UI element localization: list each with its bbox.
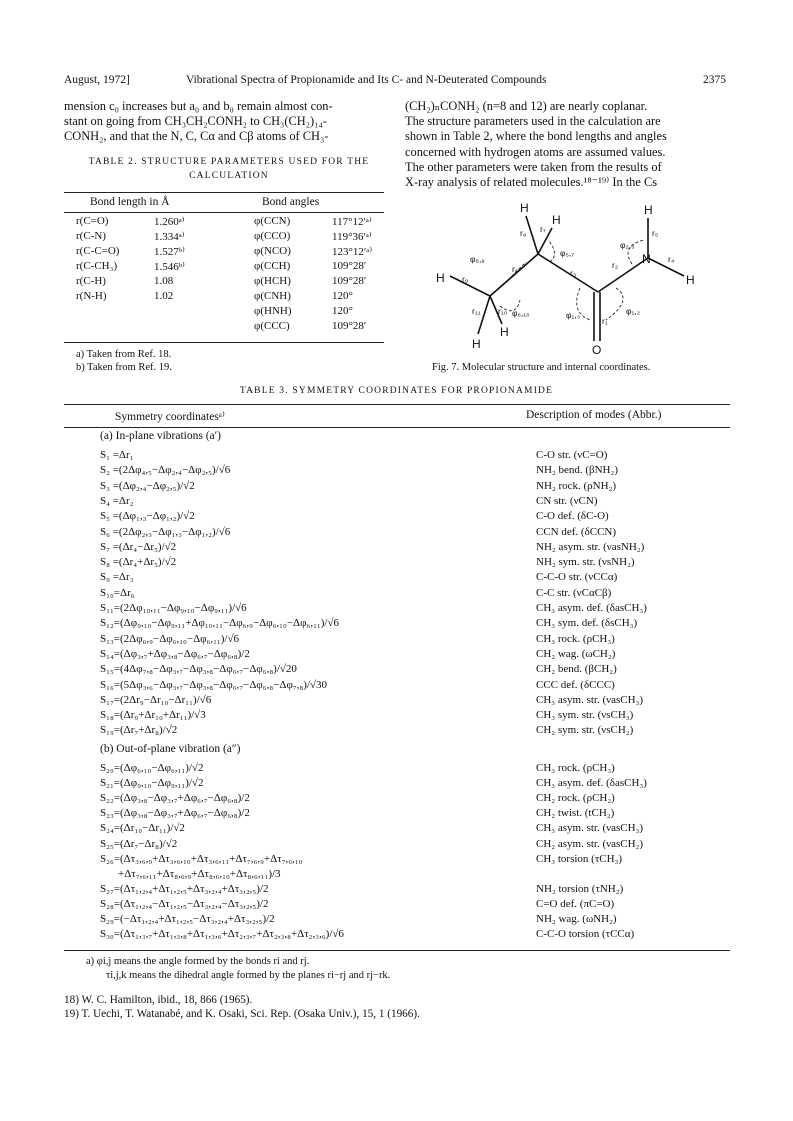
atom-H: H: [472, 337, 481, 351]
symmetry-coordinate: S₂₈=(Δτ₁,₂,₄−Δτ₁,₂,₅−Δτ₃,₂,₄−Δτ₃,₂,₅)/2: [100, 897, 269, 910]
atom-H: H: [500, 325, 509, 339]
mode-description: CH₂ twist. (tCH₂): [536, 807, 615, 820]
angle-name-cell: φ(CCO): [254, 230, 291, 243]
label-r1: r₁: [602, 316, 608, 326]
symmetry-coordinate: S₄ =Δr₂: [100, 494, 134, 507]
text-line: CONH₂, and that the N, C, Cα and Cβ atoms of CH₃-: [64, 129, 329, 144]
table2-row: [76, 259, 402, 274]
angle-value-cell: 120°: [332, 304, 353, 317]
angle-value-cell: 109°28′: [332, 275, 367, 287]
reference-18: 18) W. C. Hamilton, ibid., 18, 866 (1965).: [64, 994, 253, 1006]
symmetry-coordinate: S₂₂=(Δφ₃,₈−Δφ₃,₇+Δφ₆,₇−Δφ₆,₈)/2: [100, 792, 250, 805]
symmetry-coordinate: S₃₀=(Δτ₁,₃,₇+Δτ₁,₃,₈+Δτ₁,₃,₆+Δτ₂,₃,₇+Δτ₂,₃,₈+Δτ₂,₃,₆)/√6: [100, 928, 344, 941]
bond-length-cell: 1.02: [154, 289, 174, 302]
angle-value-cell: 119°36′ᵃ⁾: [332, 230, 372, 243]
atom-N: N: [642, 252, 651, 266]
table2-row: [76, 274, 402, 289]
table3-caption: TABLE 3. SYMMETRY COORDINATES FOR PROPIONAMIDE: [239, 386, 554, 396]
label-r8: r₈: [520, 228, 527, 238]
table2-row: [76, 318, 402, 333]
angle-value-cell: 123°12′ᵃ⁾: [332, 245, 373, 258]
atom-H: H: [552, 213, 561, 227]
angle-name-cell: φ(NCO): [254, 245, 291, 258]
atom-H: H: [520, 201, 529, 215]
angle-value-cell: 117°12′ᵃ⁾: [332, 215, 372, 228]
bond-name-cell: r(C-N): [76, 230, 106, 243]
left-column-text: [64, 99, 394, 145]
bond-r9: [450, 276, 490, 296]
bond-length-cell: [154, 303, 254, 318]
bond-r6: [490, 254, 538, 296]
table2-row: [76, 288, 402, 303]
label-phi-1-3: φ₁,₃: [566, 310, 581, 320]
label-r6: r₆: [512, 264, 519, 274]
table3-section-b: (b) Out-of-plane vibration (a″): [100, 743, 241, 755]
table3-header-rule: [64, 427, 730, 428]
symmetry-coordinate: S₁₈=(Δr₉+Δr₁₀+Δr₁₁)/√3: [100, 709, 206, 722]
bond-name-cell: r(N-H): [76, 289, 107, 302]
bond-length-cell: [154, 318, 254, 333]
symmetry-coordinate: S₉ =Δr₃: [100, 571, 134, 584]
mode-description: C-C-O torsion (τCCα): [536, 928, 635, 941]
mode-description: C-C-O str. (νCCα): [536, 571, 618, 584]
table2-header-bond: Bond length in Å: [90, 196, 170, 208]
mode-description: CH₂ sym. str. (νsCH₂): [536, 724, 634, 737]
angle-name-cell: φ(HNH): [254, 304, 292, 317]
mode-description: CH₃ rock. (ρCH₃): [536, 762, 615, 774]
label-r3: r₃: [570, 268, 577, 278]
symmetry-coordinate: S₂₃=(Δφ₃,₈−Δφ₃,₇+Δφ₆,₇−Δφ₆,₈)/2: [100, 807, 250, 820]
table2-header-angle: Bond angles: [262, 196, 320, 208]
mode-description: CH₂ bend. (βCH₂): [536, 663, 617, 676]
text-line: concerned with hydrogen atoms are assumed values.: [405, 144, 666, 159]
bond-length-cell: 1.546ᵇ⁾: [154, 260, 185, 273]
bond-length-cell: 1.08: [154, 275, 174, 287]
bond-r3: [538, 254, 598, 292]
table3-footnote-a2: τi,j,k means the dihedral angle formed by the planes ri−rj and rj−rk.: [106, 970, 391, 981]
table3-section-a: (a) In-plane vibrations (a′): [100, 430, 221, 442]
table2-top-rule: [64, 192, 384, 193]
mode-description: CH₂ wag. (ωCH₂): [536, 647, 616, 660]
angle-name-cell: φ(CCH): [254, 260, 291, 273]
mode-description: C-O str. (νC=O): [536, 449, 608, 461]
bond-name-cell: r(C=O): [76, 215, 109, 228]
bond-length-cell: 1.334ᵃ⁾: [154, 230, 185, 243]
figure7-caption: Fig. 7. Molecular structure and internal coordinates.: [432, 362, 651, 373]
angle-name-cell: φ(HCH): [254, 275, 291, 287]
mode-description: CCN def. (δCCN): [536, 525, 617, 538]
table2: [76, 214, 402, 333]
symmetry-coordinate: S₁ =Δr₁: [100, 449, 134, 461]
label-phi-1-2: φ₁,₂: [626, 306, 641, 316]
angle-name-cell: φ(CNH): [254, 289, 291, 302]
table2-row: [76, 244, 402, 259]
label-r10: r₁₀: [498, 306, 508, 316]
mode-description: C-C str. (νCαCβ): [536, 586, 612, 599]
mode-description: CH₂ asym. str. (νasCH₂): [536, 837, 644, 850]
symmetry-coordinate: S₁₀=Δr₆: [100, 586, 135, 599]
label-r5: r₅: [652, 228, 659, 238]
mode-description: CH₃ sym. def. (δsCH₃): [536, 617, 638, 630]
table3-footnote-a1: a) φi,j means the angle formed by the bonds ri and rj.: [86, 956, 310, 967]
mode-description: CH₃ sym. str. (νsCH₃): [536, 709, 634, 722]
mode-description: NH₂ rock. (ρNH₂): [536, 479, 617, 492]
table2-row: [76, 214, 402, 229]
bond-name-cell: r(C-H): [76, 275, 106, 287]
symmetry-coordinate: S₂₀=(Δφ₆,₁₀−Δφ₆,₁₁)/√2: [100, 762, 204, 774]
symmetry-coordinate: S₃ =(Δφ₂,₄−Δφ₂,₅)/√2: [100, 479, 195, 492]
text-line: stant on going from CH₃CH₂CONH₂ to CH₃(CH₂)₁₄-: [64, 114, 327, 129]
symmetry-coordinate: S₁₃=(2Δφ₆,₉−Δφ₆,₁₀−Δφ₆,₁₁)/√6: [100, 632, 240, 645]
symmetry-coordinate: S₁₆=(5Δφ₃,₆−Δφ₃,₇−Δφ₃,₈−Δφ₆,₇−Δφ₆,₈−Δφ₇,₈)/√30: [100, 678, 327, 691]
symmetry-coordinate: S₂ =(2Δφ₄,₅−Δφ₂,₄−Δφ₂,₅)/√6: [100, 464, 231, 477]
mode-description: C-O def. (δC-O): [536, 510, 609, 523]
symmetry-coordinate: S₂₆=(Δτ₃,₆,₉+Δτ₃,₆,₁₀+Δτ₃,₆,₁₁+Δτ₇,₆,₉+Δτ₇,₆,₁₀: [100, 852, 303, 865]
label-phi-6-9: φ₆,₉: [470, 254, 485, 264]
angle-arc-p57: [548, 240, 555, 262]
mode-description: C=O def. (πC=O): [536, 897, 615, 910]
angle-arc-p12: [606, 288, 623, 320]
figure7-molecule-diagram: [420, 196, 720, 361]
angle-value-cell: 109°28′: [332, 319, 367, 332]
table2-header-rule: [64, 212, 384, 213]
symmetry-coordinate: S₅ =(Δφ₁,₃−Δφ₁,₂)/√2: [100, 510, 195, 523]
reference-19: 19) T. Uechi, T. Watanabé, and K. Osaki, Sci. Rep. (Osaka Univ.), 15, 1 (1966).: [64, 1008, 420, 1020]
symmetry-coordinate: S₁₇=(2Δr₉−Δr₁₀−Δr₁₁)/√6: [100, 693, 212, 706]
bond-name-cell: r(C-CH₃): [76, 260, 118, 273]
symmetry-coordinate: S₁₅=(4Δφ₇,₈−Δφ₃,₇−Δφ₃,₈−Δφ₆,₇−Δφ₆,₈)/√20: [100, 663, 297, 676]
bond-length-cell: 1.527ᵇ⁾: [154, 245, 185, 258]
table2-caption: [64, 157, 394, 181]
table2-bottom-rule: [64, 342, 384, 343]
table2-footnote-b: b) Taken from Ref. 19.: [76, 362, 172, 373]
symmetry-coordinate: S₂₉=(−Δτ₁,₂,₄+Δτ₁,₂,₅−Δτ₃,₂,₄+Δτ₃,₂,₅)/2: [100, 913, 275, 925]
label-r2: r₂: [612, 260, 619, 270]
mode-description: NH₂ bend. (βNH₂): [536, 464, 619, 477]
symmetry-coordinate: +Δτ₇,₆,₁₁+Δτ₈,₆,₉+Δτ₈,₆,₁₀+Δτ₈,₆,₁₁)/3: [118, 867, 281, 880]
bond-r2: [598, 258, 648, 292]
atom-H: H: [436, 271, 445, 285]
symmetry-coordinate: S₆ =(2Δφ₂,₃−Δφ₁,₃−Δφ₁,₂)/√6: [100, 525, 231, 538]
symmetry-coordinate: S₂₅=(Δr₇−Δr₈)/√2: [100, 837, 178, 850]
symmetry-coordinate: S₁₁=(2Δφ₁₀,₁₁−Δφ₉,₁₀−Δφ₉,₁₁)/√6: [100, 602, 247, 614]
table3-header-right: Description of modes (Abbr.): [526, 409, 662, 421]
text-line: shown in Table 2, where the bond lengths and angles: [405, 129, 667, 144]
bond-name-cell: [76, 318, 154, 333]
table2-caption-line1: TABLE 2. STRUCTURE PARAMETERS USED FOR THE: [88, 157, 370, 167]
running-header-date: August, 1972]: [64, 74, 130, 86]
mode-description: NH₂ sym. str. (νsNH₂): [536, 556, 635, 569]
mode-description: CH₂ rock. (ρCH₂): [536, 792, 615, 805]
label-phi-6-10: φ₆,₁₀: [512, 308, 530, 318]
label-phi-2-5: φ₂,₅: [620, 240, 635, 250]
table2-row: [76, 229, 402, 244]
symmetry-coordinate: S₇ =(Δr₄−Δr₅)/√2: [100, 540, 177, 553]
symmetry-coordinate: S₂₇=(Δτ₁,₂,₄+Δτ₁,₂,₅+Δτ₃,₂,₄+Δτ₃,₂,₅)/2: [100, 882, 269, 895]
mode-description: CH₃ asym. def. (δasCH₃): [536, 602, 647, 614]
mode-description: NH₂ torsion (τNH₂): [536, 882, 624, 895]
mode-description: CH₃ torsion (τCH₃): [536, 852, 623, 865]
mode-description: CH₃ asym. str. (νasCH₃): [536, 693, 644, 706]
mode-description: CH₃ rock. (ρCH₃): [536, 632, 615, 645]
label-r7: r₇: [540, 224, 546, 234]
mode-description: NH₂ wag. (ωNH₂): [536, 913, 617, 925]
text-line: The other parameters were taken from the results of: [405, 159, 662, 174]
symmetry-coordinate: S₁₂=(Δφ₉,₁₀−Δφ₉,₁₁+Δφ₁₀,₁₁−Δφ₆,₉−Δφ₆,₁₀−Δφ₆,₁₁)/√6: [100, 617, 339, 630]
atom-O: O: [592, 343, 602, 357]
table2-caption-line2: CALCULATION: [189, 171, 269, 181]
table2-footnote-a: a) Taken from Ref. 18.: [76, 349, 172, 360]
page-number: 2375: [703, 74, 726, 86]
table3-bottom-rule: [64, 950, 730, 951]
symmetry-coordinate: S₁₉=(Δr₇+Δr₈)/√2: [100, 724, 178, 737]
atom-H: H: [644, 203, 653, 217]
mode-description: CN str. (νCN): [536, 494, 598, 507]
bond-r4: [648, 258, 684, 276]
label-phi-5-7: φ₅,₇: [560, 248, 575, 258]
symmetry-coordinate: S₁₄=(Δφ₃,₇+Δφ₃,₈−Δφ₆,₇−Δφ₆,₈)/2: [100, 647, 250, 660]
mode-description: CH₃ asym. str. (νasCH₃): [536, 822, 644, 835]
table2-row: [76, 303, 402, 318]
angle-value-cell: 120°: [332, 289, 353, 302]
text-line: (CH₂)ₙCONH₂ (n=8 and 12) are nearly coplanar.: [405, 99, 648, 113]
angle-value-cell: 109°28′: [332, 260, 367, 273]
atom-H: H: [686, 273, 695, 287]
label-r4: r₄: [668, 254, 675, 264]
symmetry-coordinate: S₈ =(Δr₄+Δr₅)/√2: [100, 556, 177, 569]
bond-r8: [526, 216, 538, 254]
symmetry-coordinate: S₂₄=(Δr₁₀−Δr₁₁)/√2: [100, 822, 185, 835]
label-r11: r₁₁: [472, 306, 481, 316]
table3-top-rule: [64, 404, 730, 405]
mode-description: NH₂ asym. str. (νasNH₂): [536, 540, 645, 553]
label-r9: r₉: [462, 274, 469, 284]
text-line: mension c₀ increases but a₀ and b₀ remain almost con-: [64, 99, 333, 113]
running-header-title: Vibrational Spectra of Propionamide and Its C- and N-Deuterated Compounds: [186, 74, 547, 86]
mode-description: CH₃ asym. def. (δasCH₃): [536, 777, 647, 790]
angle-name-cell: φ(CCC): [254, 319, 290, 332]
mode-description: CCC def. (δCCC): [536, 678, 615, 691]
text-line: The structure parameters used in the calculation are: [405, 114, 661, 129]
angle-name-cell: φ(CCN): [254, 215, 291, 228]
bond-name-cell: [76, 303, 154, 318]
bond-length-cell: 1.260ᵃ⁾: [154, 215, 185, 228]
table3-header-left: Symmetry coordinatesᵃ⁾: [115, 411, 225, 423]
bond-name-cell: r(C-C=O): [76, 245, 120, 258]
text-line: X-ray analysis of related molecules.¹⁸⁻¹⁹⁾ In the Cs: [405, 175, 658, 190]
symmetry-coordinate: S₂₁=(Δφ₉,₁₀−Δφ₉,₁₁)/√2: [100, 777, 204, 790]
right-column-text: [405, 99, 731, 190]
